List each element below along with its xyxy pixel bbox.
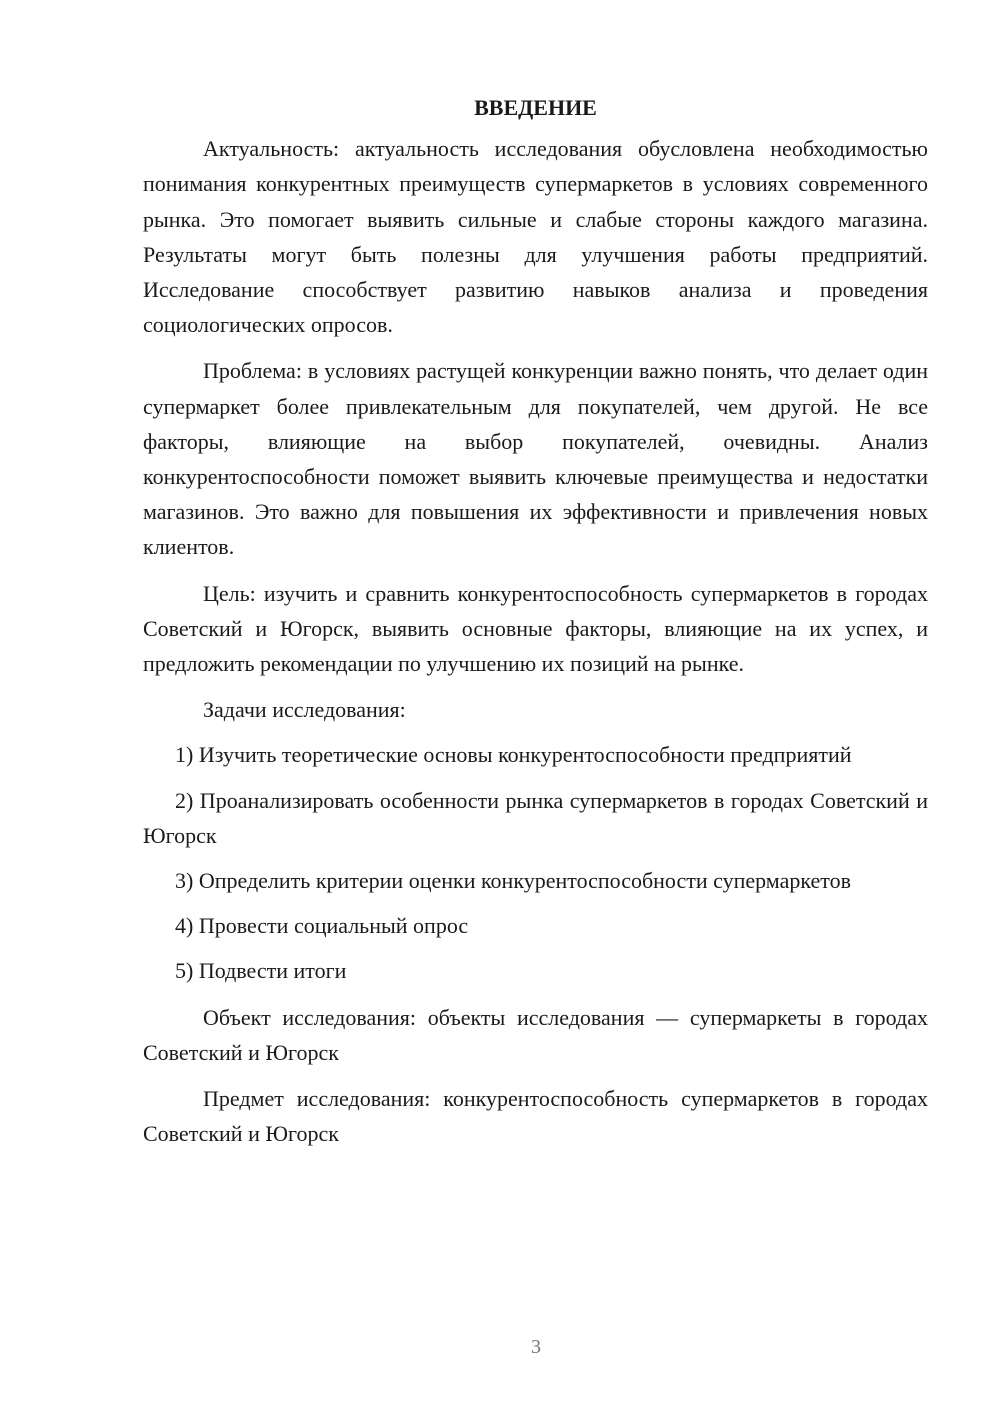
task-item-5: 5) Подвести итоги xyxy=(175,958,347,984)
goal-paragraph: Цель: изучить и сравнить конкурентоспособность супермаркетов в городах Советский и Югорск, выявить основные факторы, влияющие на их успех, и предложить рекомендации по улучшению их позиций на рынке. xyxy=(143,580,928,677)
tasks-heading: Задачи исследования: xyxy=(203,697,406,723)
subject-paragraph: Предмет исследования: конкурентоспособность супермаркетов в городах Советский и Югорск xyxy=(143,1086,928,1147)
problem-paragraph: Проблема: в условиях растущей конкуренции важно понять, что делает один супермаркет более привлекательным для покупателей, чем другой. Не все факторы, влияющие на выбор покупателей, очевидны. Анализ конкурентоспособности поможет выявить ключевые преимущества и недостатки магазинов. Это важно для повышения их эффективности и привлечения новых клиентов. xyxy=(143,358,928,560)
relevance-paragraph: Актуальность: актуальность исследования обусловлена необходимостью понимания конкурентных преимуществ супермаркетов в условиях современного рынка. Это помогает выявить сильные и слабые стороны каждого магазина. Результаты могут быть полезны для улучшения работы предприятий. Исследование способствует развитию навыков анализа и проведения социологических опросов. xyxy=(143,136,928,338)
task-item-1: 1) Изучить теоретические основы конкурентоспособности предприятий xyxy=(175,742,852,768)
page-content xyxy=(143,90,928,1151)
task-item-3: 3) Определить критерии оценки конкурентоспособности супермаркетов xyxy=(175,868,851,894)
page-number: 3 xyxy=(531,1336,541,1358)
section-title: ВВЕДЕНИЕ xyxy=(474,95,597,120)
task-item-4: 4) Провести социальный опрос xyxy=(175,913,469,939)
object-paragraph: Объект исследования: объекты исследования — супермаркеты в городах Советский и Югорск xyxy=(143,1004,928,1065)
task-item-2: 2) Проанализировать особенности рынка супермаркетов в городах Советский и Югорск xyxy=(143,787,928,848)
